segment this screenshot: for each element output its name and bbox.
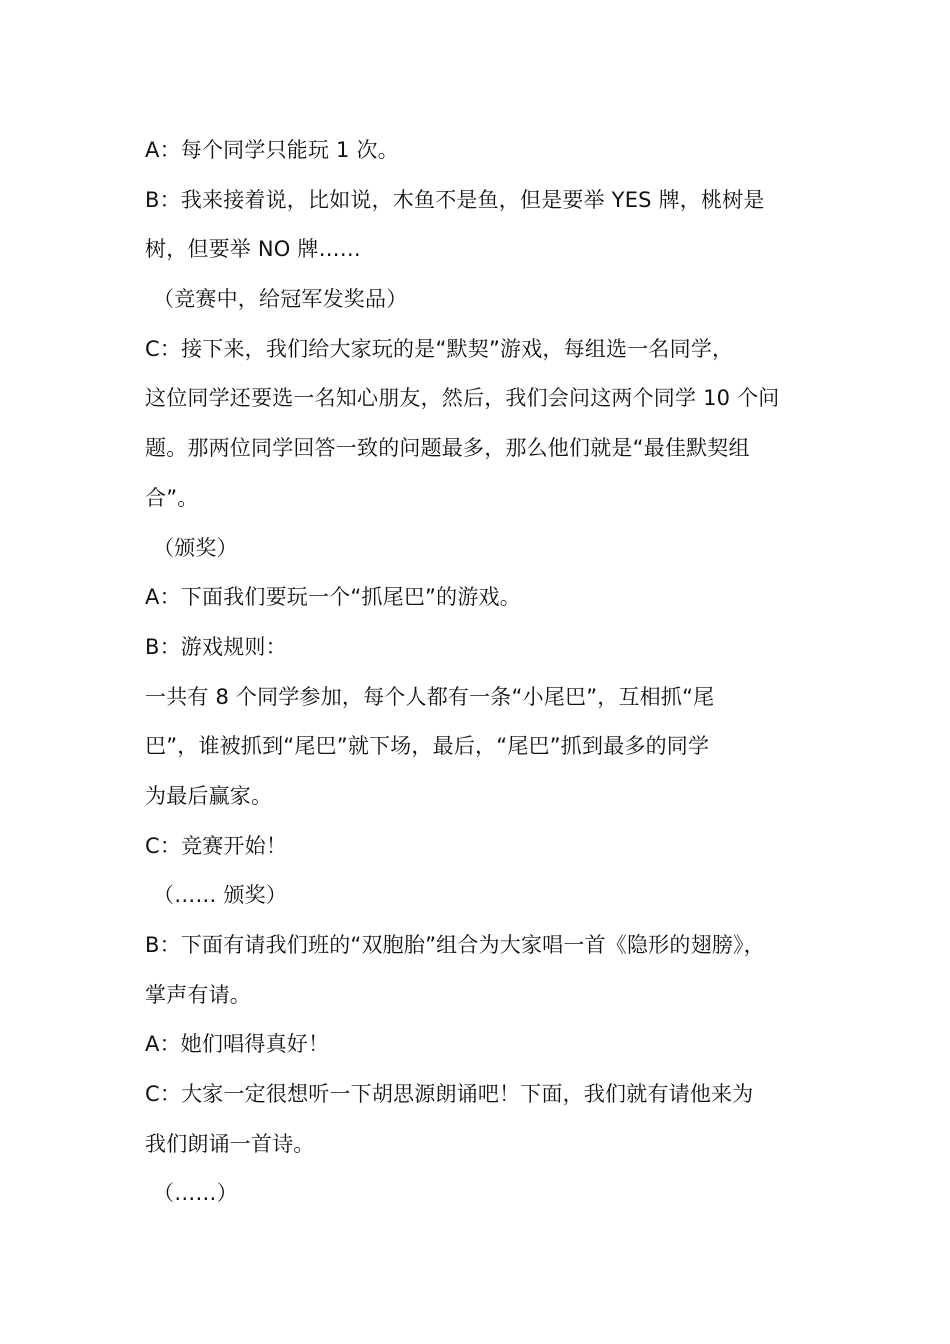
stage-direction: （竞赛中，给冠军发奖品） — [153, 287, 408, 312]
text-line: C：大家一定很想听一下胡思源朗诵吧！下面，我们就有请他来为 — [145, 1082, 754, 1107]
text-line: 这位同学还要选一名知心朋友，然后，我们会问这两个同学 10 个问 — [145, 386, 780, 411]
text-line: B：下面有请我们班的“双胞胎”组合为大家唱一首《隐形的翅膀》， — [145, 933, 765, 957]
text-line: 为最后赢家。 — [145, 783, 273, 808]
document-body — [145, 126, 835, 1219]
text-line: 树，但要举 NO 牌…… — [145, 237, 361, 262]
text-line: 一共有 8 个同学参加，每个人都有一条“小尾巴”，互相抓“尾 — [145, 684, 715, 709]
text-line: A：下面我们要玩一个“抓尾巴”的游戏。 — [145, 585, 521, 610]
stage-direction: （…… 颁奖） — [153, 883, 288, 908]
text-line: B：我来接着说，比如说，木鱼不是鱼，但是要举 YES 牌，桃树是 — [145, 187, 765, 212]
text-line: 题。那两位同学回答一致的问题最多，那么他们就是“最佳默契组 — [145, 436, 750, 461]
text-line: B：游戏规则： — [145, 634, 287, 659]
text-line: C：接下来，我们给大家玩的是“默契”游戏，每组选一名同学， — [145, 336, 734, 361]
text-line: A：每个同学只能玩 1 次。 — [145, 138, 399, 162]
text-line: 巴”，谁被抓到“尾巴”就下场，最后，“尾巴”抓到最多的同学 — [145, 734, 710, 759]
text-line: 掌声有请。 — [145, 982, 251, 1007]
text-line: A：她们唱得真好！ — [145, 1032, 330, 1057]
text-line: 我们朗诵一首诗。 — [145, 1131, 315, 1156]
text-line: 合”。 — [145, 485, 199, 510]
stage-direction: （颁奖） — [153, 535, 238, 560]
text-line: C：竞赛开始！ — [145, 833, 288, 858]
stage-direction: （……） — [153, 1181, 238, 1206]
